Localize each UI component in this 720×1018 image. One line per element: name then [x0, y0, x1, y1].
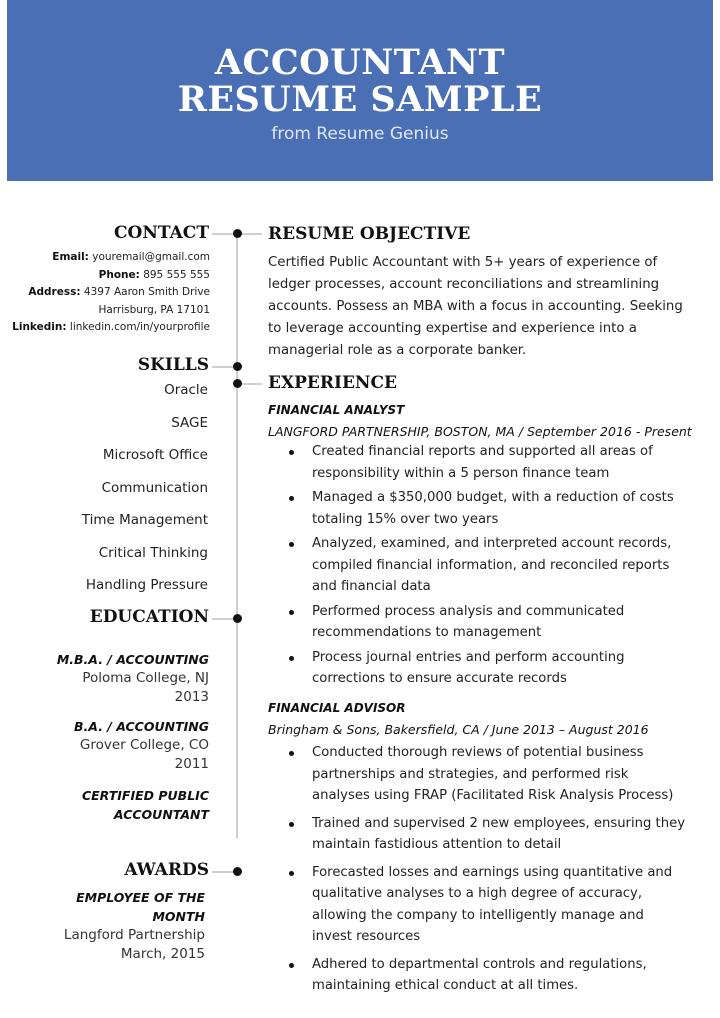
- bullet-item: Process journal entries and perform accounting corrections to ensure accurate records: [286, 647, 686, 690]
- contact-linkedin: [5, 319, 210, 337]
- objective-heading: RESUME OBJECTIVE: [268, 224, 471, 244]
- bullet-item: Performed process analysis and communicated recommendations to management: [286, 601, 686, 644]
- resume-title-line1: ACCOUNTANT: [214, 42, 506, 83]
- bullet-item: Analyzed, examined, and interpreted account records, compiled financial information, and reconciled reports and financial data: [286, 533, 686, 598]
- degree: M.B.A. / ACCOUNTING: [56, 652, 209, 667]
- experience-heading: EXPERIENCE: [268, 373, 397, 393]
- award-title-line1: EMPLOYEE OF THE: [76, 890, 205, 905]
- skill-item: Oracle: [164, 382, 208, 398]
- address-line2: Harrisburg, PA 17101: [98, 303, 210, 316]
- phone-value: 895 555 555: [143, 268, 210, 281]
- bullet-item: Trained and supervised 2 new employees, ensuring they maintain fastidious attention to detail: [286, 813, 686, 856]
- job-bullets: [286, 742, 686, 997]
- experience-dot: [233, 379, 242, 388]
- skill-item: Microsoft Office: [102, 447, 208, 463]
- certification-line1: CERTIFIED PUBLIC: [81, 788, 209, 803]
- education-dot: [233, 614, 242, 623]
- award-title-line2: MONTH: [152, 909, 205, 924]
- certification-entry: [82, 786, 209, 824]
- skill-item: Critical Thinking: [98, 544, 208, 561]
- header-banner: [7, 0, 713, 181]
- skill-item: Time Management: [81, 512, 208, 528]
- skill-item: SAGE: [171, 414, 208, 431]
- address-line1: 4397 Aaron Smith Drive: [83, 286, 210, 298]
- contact-dot: [233, 229, 242, 238]
- skill-item: Handling Pressure: [85, 577, 208, 593]
- address-label: Address:: [28, 286, 81, 298]
- education-entry: [57, 650, 209, 707]
- email-label: Email:: [52, 251, 89, 263]
- bullet-item: Created financial reports and supported all areas of responsibility within a 5 person finance team: [286, 441, 686, 484]
- bullet-item: Adhered to departmental controls and regulations, maintaining ethical conduct at all times.: [286, 954, 686, 997]
- timeline-divider: [236, 234, 238, 838]
- phone-label: Phone:: [98, 268, 140, 281]
- resume-subtitle: from Resume Genius: [271, 124, 449, 144]
- awards-dot: [233, 867, 242, 876]
- resume-title-line2: RESUME SAMPLE: [177, 79, 543, 120]
- awards-heading: AWARDS: [124, 860, 209, 880]
- skills-list: [82, 380, 208, 608]
- award-date: March, 2015: [120, 946, 205, 962]
- linkedin-value: linkedin.com/in/yourprofile: [69, 321, 210, 333]
- bullet-item: Forecasted losses and earnings using quantitative and qualitative analyses to a high degree of accuracy, allowing the company to intelligently manage and invest resources: [286, 862, 686, 948]
- education-entry: [74, 717, 209, 774]
- job-bullets: [286, 441, 686, 690]
- objective-text: Certified Public Accountant with 5+ years of experience of ledger processes, account reconciliations and streamlining accounts. Possess an MBA with a focus in accounting. Seeking to leverage accounting expertise and experience into a managerial role as a corporate banker.: [268, 255, 683, 358]
- awards-entry: [5, 888, 205, 964]
- job-company: Bringham & Sons, Bakersfield, CA / June 2013 – August 2016: [268, 722, 649, 737]
- education-heading: EDUCATION: [89, 607, 209, 627]
- contact-address: [5, 284, 210, 302]
- grad-year: 2011: [174, 756, 209, 772]
- skills-dot: [233, 362, 242, 371]
- contact-section: [5, 249, 210, 337]
- contact-phone: [5, 267, 210, 285]
- job-company: LANGFORD PARTNERSHIP, BOSTON, MA / September 2016 - Present: [268, 424, 692, 439]
- certification-line2: ACCOUNTANT: [113, 807, 209, 822]
- bullet-item: Conducted thorough reviews of potential business partnerships and strategies, and performed risk analyses using FRAP (Facilitated Risk Analysis Process): [286, 742, 686, 807]
- linkedin-label: Linkedin:: [12, 321, 67, 333]
- school: Grover College, CO: [79, 737, 209, 753]
- job-title: FINANCIAL ADVISOR: [268, 701, 406, 715]
- job-title: FINANCIAL ANALYST: [268, 403, 405, 417]
- bullet-item: Managed a $350,000 budget, with a reduction of costs totaling 15% over two years: [286, 487, 686, 530]
- email-value: youremail@gmail.com: [92, 251, 210, 263]
- skills-heading: SKILLS: [137, 355, 209, 375]
- contact-heading: CONTACT: [114, 223, 209, 243]
- skill-item: Communication: [101, 479, 208, 496]
- school: Poloma College, NJ: [82, 670, 209, 686]
- contact-email: [5, 249, 210, 267]
- award-org: Langford Partnership: [63, 927, 205, 943]
- degree: B.A. / ACCOUNTING: [74, 719, 209, 734]
- grad-year: 2013: [174, 689, 209, 705]
